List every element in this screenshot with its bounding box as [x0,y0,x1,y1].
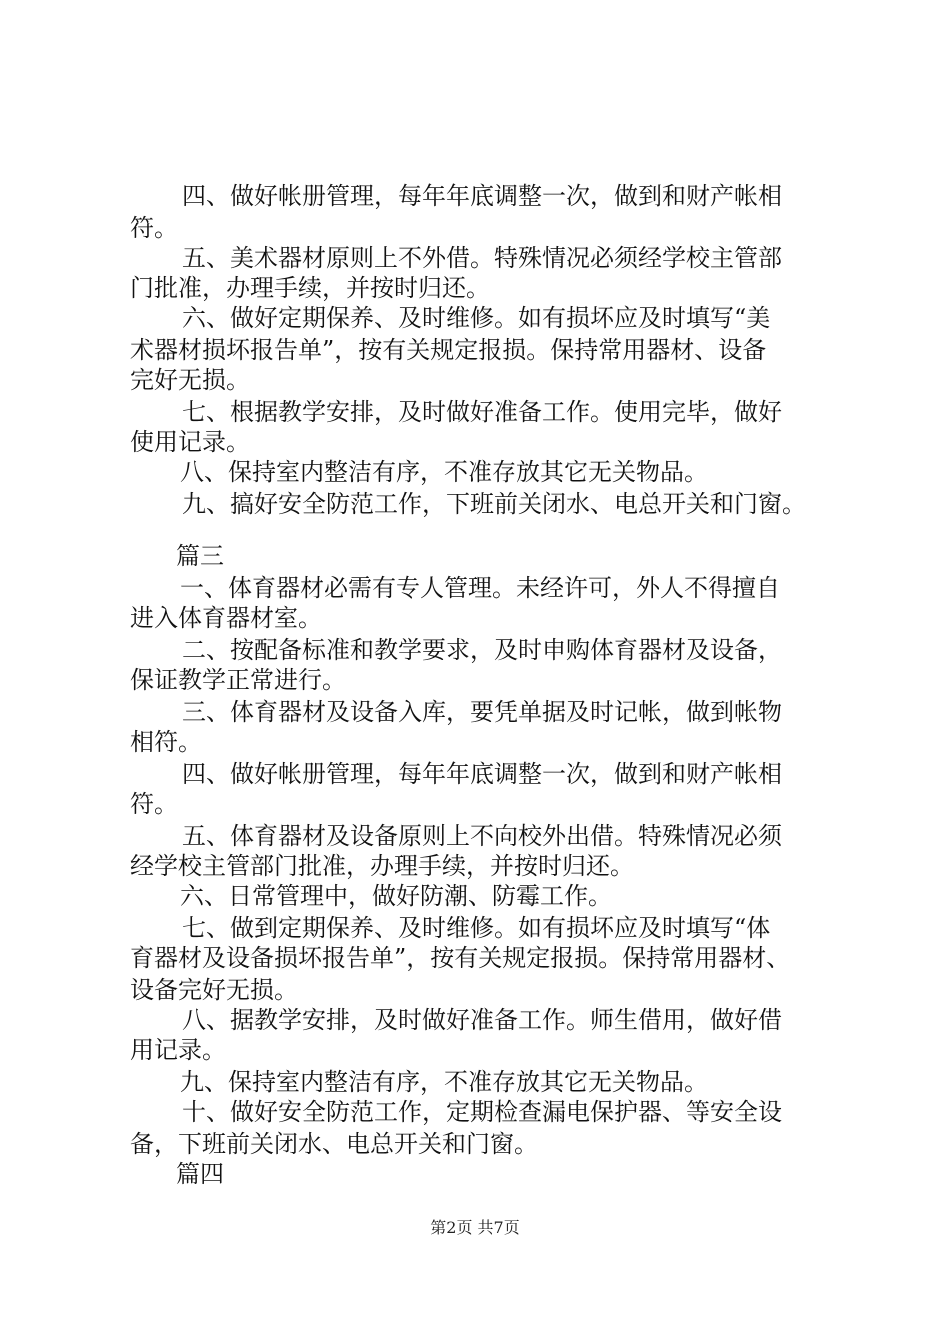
section-heading: 篇三 [176,542,224,570]
text-line: 四、做好帐册管理，每年年底调整一次，做到和财产帐相 [182,760,782,788]
text-line: 八、保持室内整洁有序，不准存放其它无关物品。 [180,458,708,486]
text-line: 进入体育器材室。 [130,604,322,632]
text-line: 一、体育器材必需有专人管理。未经许可，外人不得擅自 [180,574,780,602]
text-line: 九、搞好安全防范工作，下班前关闭水、电总开关和门窗。 [182,490,806,518]
text-line: 十、做好安全防范工作，定期检查漏电保护器、等安全设 [182,1098,782,1126]
text-line: 门批准，办理手续，并按时归还。 [130,274,490,302]
text-line: 八、据教学安排，及时做好准备工作。师生借用，做好借 [182,1006,782,1034]
text-line: 九、保持室内整洁有序，不准存放其它无关物品。 [180,1068,708,1096]
text-line: 五、体育器材及设备原则上不向校外出借。特殊情况必须 [182,822,782,850]
text-line: 二、按配备标准和教学要求，及时申购体育器材及设备， [182,636,782,664]
text-line: 设备完好无损。 [130,976,298,1004]
text-line: 六、做好定期保养、及时维修。如有损坏应及时填写“美 [182,304,771,332]
text-line: 五、美术器材原则上不外借。特殊情况必须经学校主管部 [182,244,782,272]
section-heading: 篇四 [176,1160,224,1188]
text-line: 备，下班前关闭水、电总开关和门窗。 [130,1130,538,1158]
text-line: 保证教学正常进行。 [130,666,346,694]
text-line: 符。 [130,790,178,818]
text-line: 七、做到定期保养、及时维修。如有损坏应及时填写“体 [182,914,771,942]
text-line: 相符。 [130,728,202,756]
text-line: 四、做好帐册管理，每年年底调整一次，做到和财产帐相 [182,182,782,210]
text-line: 七、根据教学安排，及时做好准备工作。使用完毕，做好 [182,398,782,426]
text-line: 术器材损坏报告单”，按有关规定报损。保持常用器材、设备 [130,336,767,364]
text-line: 三、体育器材及设备入库，要凭单据及时记帐，做到帐物 [182,698,782,726]
text-line: 完好无损。 [130,366,250,394]
text-line: 经学校主管部门批准，办理手续，并按时归还。 [130,852,634,880]
text-line: 符。 [130,214,178,242]
page-number-footer: 第2页 共7页 [430,1218,520,1237]
text-line: 六、日常管理中，做好防潮、防霉工作。 [180,882,612,910]
text-line: 育器材及设备损坏报告单”，按有关规定报损。保持常用器材、 [130,944,791,972]
text-line: 用记录。 [130,1036,226,1064]
text-line: 使用记录。 [130,428,250,456]
